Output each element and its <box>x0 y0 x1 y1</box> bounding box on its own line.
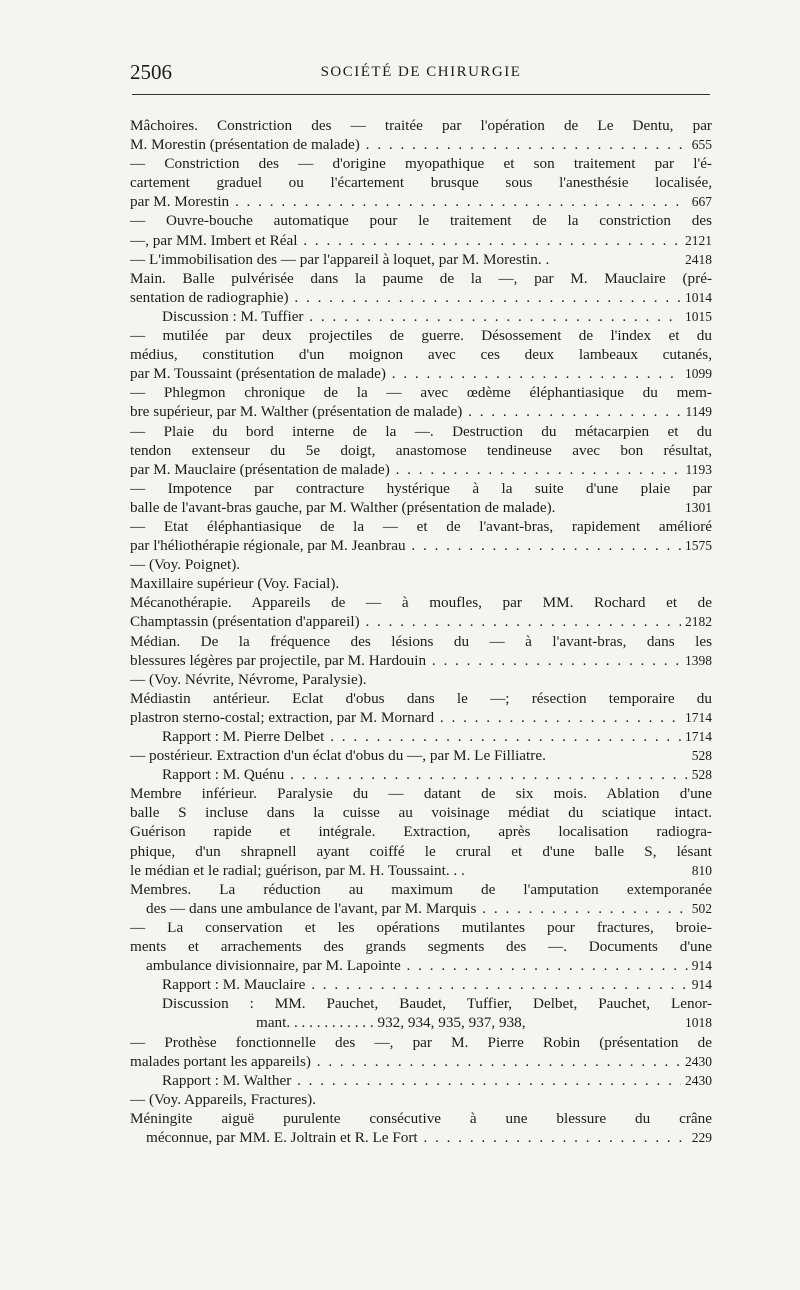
index-line <box>130 937 712 956</box>
index-line <box>130 536 712 555</box>
entry-text: — (Voy. Poignet). <box>130 556 241 574</box>
entry-text: tendon extenseur du 5e doigt, anastomose tendineuse avec bon résultat, <box>130 441 712 459</box>
page-reference: 502 <box>688 899 712 918</box>
index-line <box>130 746 712 765</box>
page-reference: 1149 <box>682 402 713 421</box>
entry-text: par M. Mauclaire (présentation de malade) . . . <box>130 460 712 479</box>
page-reference: 914 <box>688 975 712 994</box>
index-line <box>130 1013 712 1032</box>
entry-text: Médiastin antérieur. Eclat d'obus dans le —; résection temporaire du <box>130 689 712 707</box>
entry-text: — (Voy. Névrite, Névrome, Paralysie). <box>130 670 367 688</box>
entry-text: Maxillaire supérieur (Voy. Facial). <box>130 575 340 593</box>
entry-text: Rapport : M. Pierre Delbet . . . <box>162 727 712 746</box>
entry-text: Médian. De la fréquence des lésions du — à l'avant-bras, dans les <box>130 632 712 650</box>
index-line <box>130 269 712 288</box>
page-reference: 1714 <box>681 727 712 746</box>
index-line <box>130 861 712 880</box>
entry-text: méconnue, par MM. E. Joltrain et R. Le Fort . . . <box>146 1128 712 1147</box>
index-line <box>130 1052 712 1071</box>
page-reference: 2182 <box>681 612 712 631</box>
entry-text: — Impotence par contracture hystérique à la suite d'une plaie par <box>130 479 712 497</box>
page-reference: 2418 <box>685 251 712 267</box>
index-line <box>130 956 712 975</box>
entry-text: — Phlegmon chronique de la — avec œdème éléphantiasique du mem- <box>130 384 712 402</box>
index-line <box>130 593 712 612</box>
page-reference: 2430 <box>681 1071 712 1090</box>
index-line <box>130 441 712 460</box>
index-line <box>130 307 712 326</box>
entry-text: Mâchoires. Constriction des — traitée par l'opération de Le Dentu, par <box>130 117 712 134</box>
entry-text: Champtassin (présentation d'appareil) . . . <box>130 612 712 631</box>
index-line <box>130 899 712 918</box>
index-line <box>130 727 712 746</box>
index-line <box>130 135 712 154</box>
page-reference: 2430 <box>681 1052 712 1071</box>
entry-text: le médian et le radial; guérison, par M. H. Toussaint. . . <box>130 861 465 879</box>
page-reference: 1018 <box>685 1015 712 1031</box>
page-reference: 1575 <box>681 536 712 555</box>
page-reference: 1301 <box>685 499 712 515</box>
entry-text: Main. Balle pulvérisée dans la paume de la —, par M. Mauclaire (pré- <box>130 269 712 287</box>
index-line <box>130 842 712 861</box>
entry-text: Discussion : MM. Pauchet, Baudet, Tuffier, Delbet, Pauchet, Lenor- <box>162 995 712 1013</box>
entry-text: — mutilée par deux projectiles de guerre. Désossement de l'index et du <box>130 327 712 345</box>
page-reference: 655 <box>688 135 712 154</box>
entry-text: Membre inférieur. Paralysie du — datant de six mois. Ablation d'une <box>130 785 712 803</box>
index-line <box>130 880 712 899</box>
index-line <box>130 479 712 498</box>
entry-text: mant. . . . . . . . . . . . 932, 934, 935, 937, 938, <box>256 1014 526 1032</box>
index-line <box>130 632 712 651</box>
index-line <box>130 574 712 593</box>
index-line <box>130 192 712 211</box>
entry-text: M. Morestin (présentation de malade) . . . <box>130 135 712 154</box>
index-line <box>130 288 712 307</box>
page-header <box>130 56 712 86</box>
index-line <box>130 154 712 173</box>
entry-text: — (Voy. Appareils, Fractures). <box>130 1090 317 1108</box>
page-reference: 810 <box>691 862 712 878</box>
page-reference: 1714 <box>681 708 712 727</box>
index-line <box>130 345 712 364</box>
index-line <box>130 231 712 250</box>
index-line <box>130 975 712 994</box>
page-reference: 1099 <box>681 364 712 383</box>
entry-text: — Prothèse fonctionnelle des —, par M. Pierre Robin (présentation de <box>130 1033 712 1051</box>
entry-text: Rapport : M. Walther . . . <box>162 1071 712 1090</box>
entry-text: balle S incluse dans la cuisse au voisinage médiat du sciatique intact. <box>130 804 712 822</box>
index-line <box>130 822 712 841</box>
entry-text: sentation de radiographie) . . . <box>130 288 712 307</box>
page-reference: 528 <box>688 765 712 784</box>
entry-text: Guérison rapide et intégrale. Extraction, après localisation radiogra- <box>130 823 712 841</box>
index-line <box>130 765 712 784</box>
index-line <box>130 383 712 402</box>
index-line <box>130 708 712 727</box>
index-line <box>130 803 712 822</box>
index-line <box>130 422 712 441</box>
index-line <box>130 173 712 192</box>
entry-text: par M. Morestin . . . <box>130 192 712 211</box>
page-reference: 2121 <box>681 231 712 250</box>
index-page <box>130 56 712 1146</box>
index-line <box>130 250 712 269</box>
entry-text: Rapport : M. Quénu . . . <box>162 765 712 784</box>
entry-text: — Etat éléphantiasique de la — et de l'avant-bras, rapidement amélioré <box>130 517 712 535</box>
entry-text: plastron sterno-costal; extraction, par M. Mornard . . . <box>130 708 712 727</box>
entry-text: — Ouvre-bouche automatique pour le traitement de la constriction des <box>130 212 712 230</box>
entry-text: par l'héliothérapie régionale, par M. Jeanbrau . . . <box>130 536 712 555</box>
entry-text: — Constriction des — d'origine myopathique et son traitement par l'é- <box>130 155 712 173</box>
entry-text: Rapport : M. Mauclaire . . . <box>162 975 712 994</box>
index-line <box>130 1071 712 1090</box>
entry-text: par M. Toussaint (présentation de malade) . . . <box>130 364 712 383</box>
index-line <box>130 116 712 135</box>
entry-text: des — dans une ambulance de l'avant, par M. Marquis . . . <box>146 899 712 918</box>
entry-text: ambulance divisionnaire, par M. Lapointe . . . <box>146 956 712 975</box>
entry-text: — Plaie du bord interne de la —. Destruction du métacarpien et du <box>130 422 712 440</box>
page-reference: 667 <box>688 192 712 211</box>
entry-text: Mécanothérapie. Appareils de — à moufles, par MM. Rochard et de <box>130 594 712 612</box>
entry-text: Méningite aiguë purulente consécutive à une blessure du crâne <box>130 1109 712 1127</box>
entry-text: malades portant les appareils) . . . <box>130 1052 712 1071</box>
index-line <box>130 784 712 803</box>
index-line <box>130 994 712 1013</box>
running-title: SOCIÉTÉ DE CHIRURGIE <box>320 64 522 80</box>
index-line <box>130 612 712 631</box>
page-reference: 229 <box>688 1128 712 1147</box>
entry-text: — postérieur. Extraction d'un éclat d'obus du —, par M. Le Filliatre. <box>130 747 546 765</box>
index-line <box>130 1109 712 1128</box>
entry-text: — L'immobilisation des — par l'appareil à loquet, par M. Morestin. . <box>130 250 550 268</box>
index-line <box>130 498 712 517</box>
index-line <box>130 670 712 689</box>
entry-text: — La conservation et les opérations mutilantes pour fractures, broie- <box>130 918 712 936</box>
index-line <box>130 1090 712 1109</box>
entry-text: médius, constitution d'un moignon avec ces deux lambeaux cutanés, <box>130 346 712 364</box>
entry-text: Membres. La réduction au maximum de l'amputation extemporanée <box>130 880 712 898</box>
index-line <box>130 460 712 479</box>
page-number: 2506 <box>130 60 172 84</box>
entry-text: cartement graduel ou l'écartement brusque sous l'anesthésie localisée, <box>130 174 712 192</box>
page-reference: 1193 <box>682 460 713 479</box>
index-line <box>130 689 712 708</box>
entry-text: ments et arrachements des grands segments des —. Documents d'une <box>130 938 712 956</box>
index-line <box>130 1128 712 1147</box>
index-line <box>130 651 712 670</box>
index-line <box>130 555 712 574</box>
index-line <box>130 364 712 383</box>
index-line <box>130 326 712 345</box>
page-reference: 528 <box>691 748 712 764</box>
index-line <box>130 517 712 536</box>
entry-text: phique, d'un shrapnell ayant coiffé le crural et d'une balle S, lésant <box>130 842 712 860</box>
index-line <box>130 918 712 937</box>
entry-text: Discussion : M. Tuffier . . . <box>162 307 712 326</box>
index-entries <box>130 116 712 1147</box>
entry-text: —, par MM. Imbert et Réal . . . <box>130 231 712 250</box>
page-reference: 1015 <box>681 307 712 326</box>
index-line <box>130 402 712 421</box>
entry-text: blessures légères par projectile, par M. Hardouin . . . <box>130 651 712 670</box>
header-rule <box>132 94 710 95</box>
entry-text: balle de l'avant-bras gauche, par M. Walther (présentation de malade). <box>130 498 556 516</box>
page-reference: 1014 <box>681 288 712 307</box>
index-line <box>130 1033 712 1052</box>
index-line <box>130 211 712 230</box>
page-reference: 914 <box>688 956 712 975</box>
entry-text: bre supérieur, par M. Walther (présentation de malade) . . . <box>130 402 712 421</box>
page-reference: 1398 <box>681 651 712 670</box>
